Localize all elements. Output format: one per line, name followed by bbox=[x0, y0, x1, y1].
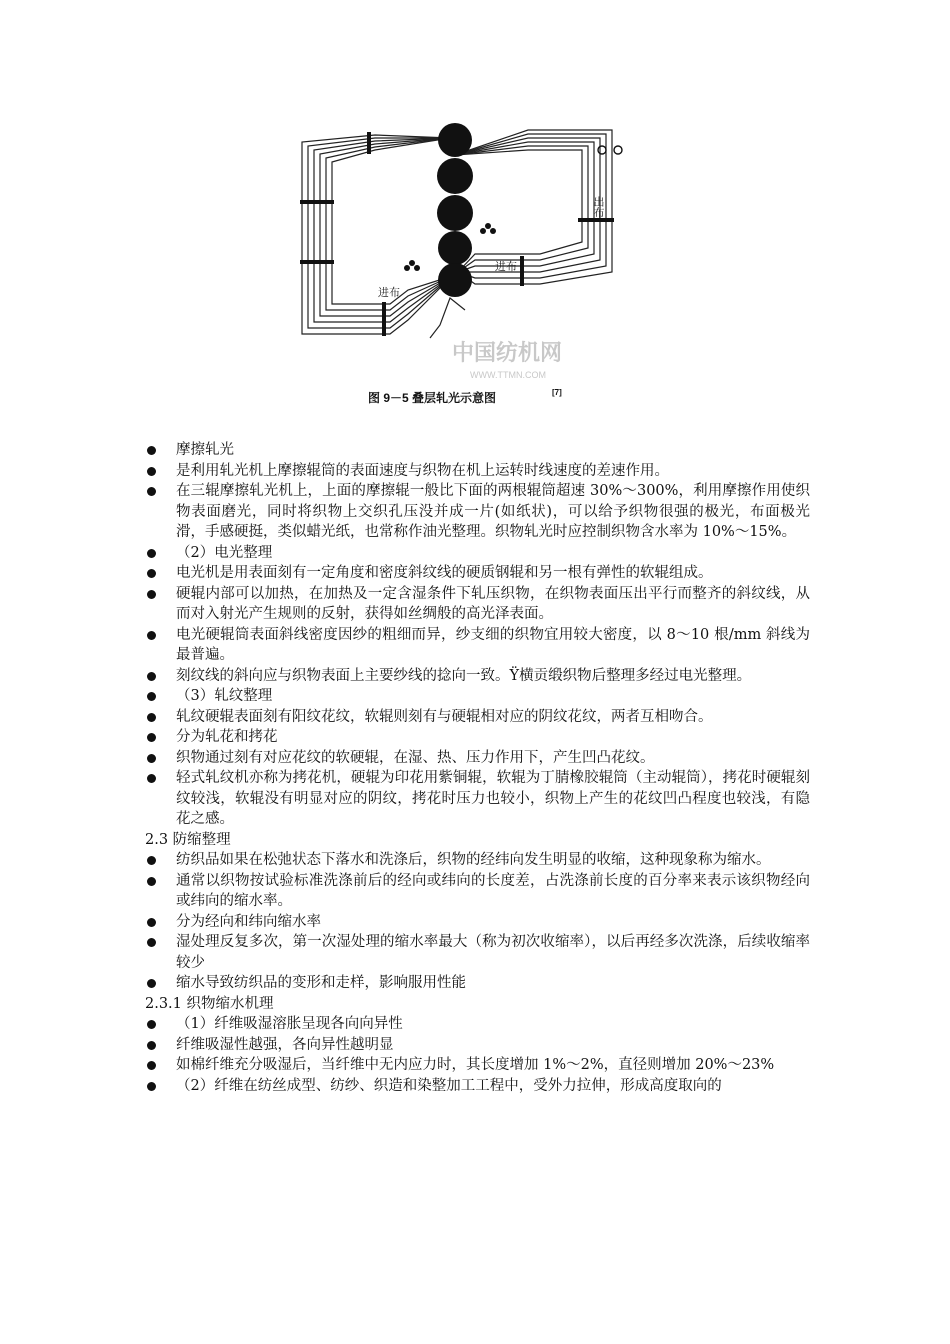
bullet-icon bbox=[147, 938, 156, 947]
list-item bbox=[145, 1055, 810, 1076]
bullet-icon bbox=[147, 590, 156, 599]
label-in-right: 进布 bbox=[495, 261, 517, 273]
roller-2 bbox=[437, 158, 473, 194]
list-item bbox=[145, 850, 810, 871]
list-item bbox=[145, 871, 810, 912]
bullet-icon bbox=[147, 877, 156, 886]
bullet-icon bbox=[147, 918, 156, 927]
list-item-text: 湿处理反复多次，第一次湿处理的缩水率最大（称为初次收缩率），以后再经多次洗涤，后续收缩率较少 bbox=[176, 934, 810, 971]
roller-4 bbox=[438, 231, 472, 265]
list-item bbox=[145, 912, 810, 933]
bullet-icon bbox=[147, 733, 156, 742]
bullet-icon bbox=[147, 774, 156, 783]
bullet-icon bbox=[147, 631, 156, 640]
bullet-icon bbox=[147, 467, 156, 476]
list-item bbox=[145, 973, 810, 994]
list-item-text: 分为经向和纬向缩水率 bbox=[176, 913, 321, 930]
list-item-text: 在三辊摩擦轧光机上，上面的摩擦辊一般比下面的两根辊筒超速 30%～300%，利用摩擦作用使织物表面磨光，同时将织物上交织孔压没并成一片(如纸状)，可以给予织物很强的极光，布面极光滑，手感硬挺，类似蜡光纸，也常称作油光整理。织物轧光时应控制织物含水率为 10%～15%。 bbox=[176, 483, 810, 540]
list-item-text: （1）纤维吸湿溶胀呈现各向向异性 bbox=[176, 1016, 403, 1032]
figure-caption-ref: [7] bbox=[552, 388, 562, 397]
bullet-icon bbox=[147, 856, 156, 865]
list-item bbox=[145, 1076, 810, 1097]
bullet-icon bbox=[147, 1041, 156, 1050]
list-item-text: （2）纤维在纺丝成型、纺纱、织造和染整加工工程中，受外力拉伸，形成高度取向的 bbox=[176, 1077, 722, 1094]
list-item-text: 通常以织物按试验标准洗涤前后的经向或纬向的长度差，占洗涤前长度的百分率来表示该织物经向或纬向的缩水率。 bbox=[176, 872, 810, 909]
bullet-icon bbox=[147, 713, 156, 722]
list-item bbox=[145, 1014, 810, 1035]
label-in-left: 进布 bbox=[378, 287, 400, 299]
list-item bbox=[145, 481, 810, 543]
bullet-icon bbox=[147, 569, 156, 578]
bullet-icon bbox=[147, 487, 156, 496]
list-item-text: 缩水导致纺织品的变形和走样，影响服用性能 bbox=[176, 975, 466, 991]
list-item-text: 电光机是用表面刻有一定角度和密度斜纹线的硬质钢辊和另一根有弹性的软辊组成。 bbox=[176, 565, 713, 581]
bullet-icon bbox=[147, 549, 156, 558]
list-item-text: 如棉纤维充分吸湿后，当纤维中无内应力时，其长度增加 1%～2%，直径则增加 20%～23% bbox=[176, 1057, 775, 1073]
subsection-heading: 2.3.1 织物缩水机理 bbox=[145, 995, 274, 1012]
stacked-calender-schematic bbox=[290, 120, 640, 420]
list-item-text: （2）电光整理 bbox=[176, 544, 273, 561]
bullet-icon bbox=[147, 1082, 156, 1091]
figure-caption: 图 9－5 叠层轧光示意图 bbox=[368, 391, 497, 405]
list-item bbox=[145, 461, 810, 482]
roller-1 bbox=[438, 123, 472, 157]
bullet-icon bbox=[147, 1020, 156, 1029]
section-heading: 2.3 防缩整理 bbox=[145, 831, 231, 848]
fabric-paths-left bbox=[302, 135, 452, 334]
list-item-text: 纺织品如果在松弛状态下落水和洗涤后，织物的经纬向发生明显的收缩，这种现象称为缩水。 bbox=[176, 852, 771, 868]
list-item-text: （3）轧纹整理 bbox=[176, 688, 273, 704]
list-item-text: 硬辊内部可以加热，在加热及一定含湿条件下轧压织物，在织物表面压出平行而整齐的斜纹线，从而对入射光产生规则的反射，获得如丝绸般的高光泽表面。 bbox=[176, 585, 810, 622]
list-item bbox=[145, 543, 810, 564]
list-item bbox=[145, 584, 810, 625]
list-item bbox=[145, 768, 810, 830]
roller-3 bbox=[437, 195, 473, 231]
label-out: 出布 bbox=[592, 196, 604, 218]
list-item bbox=[145, 625, 810, 666]
list-item-text: 电光硬辊筒表面斜线密度因纱的粗细而异，纱支细的织物宜用较大密度，以 8～10 根/mm 斜线为最普遍。 bbox=[176, 626, 810, 663]
list-item bbox=[145, 440, 810, 461]
list-item bbox=[145, 932, 810, 973]
watermark-text: 中国纺机网 bbox=[452, 340, 563, 365]
roller-5 bbox=[438, 263, 472, 297]
list-item bbox=[145, 748, 810, 769]
list-item bbox=[145, 727, 810, 748]
bullet-icon bbox=[147, 1061, 156, 1070]
bullet-icon bbox=[147, 979, 156, 988]
list-item-text: 轻式轧纹机亦称为拷花机，硬辊为印花用紫铜辊，软辊为丁腈橡胶辊筒（主动辊筒），拷花时硬辊刻纹较浅，软辊没有明显对应的阴纹，拷花时压力也较小，织物上产生的花纹凹凸程度也较浅，有隐花之感。 bbox=[176, 770, 810, 827]
list-item bbox=[145, 563, 810, 584]
watermark bbox=[452, 340, 562, 380]
list-item-text: 纤维吸湿性越强，各向异性越明显 bbox=[176, 1036, 394, 1053]
list-item bbox=[145, 666, 810, 687]
list-item bbox=[145, 1035, 810, 1056]
watermark-url: WWW.TTMN.COM bbox=[470, 370, 546, 380]
list-item-text: 分为轧花和拷花 bbox=[176, 729, 278, 745]
list-item bbox=[145, 707, 810, 728]
list-item-text: 织物通过刻有对应花纹的软硬辊，在湿、热、压力作用下，产生凹凸花纹。 bbox=[176, 749, 655, 766]
list-item-text: 摩擦轧光 bbox=[176, 442, 234, 458]
bullet-icon bbox=[147, 692, 156, 701]
calender-rollers bbox=[437, 123, 473, 297]
list-item bbox=[145, 686, 810, 707]
list-item-text: 是利用轧光机上摩擦辊筒的表面速度与织物在机上运转时线速度的差速作用。 bbox=[176, 462, 669, 479]
list-item-text: 轧纹硬辊表面刻有阳纹花纹，软辊则刻有与硬辊相对应的阴纹花纹，两者互相吻合。 bbox=[176, 708, 713, 725]
bullet-icon bbox=[147, 672, 156, 681]
list-item-text: 刻纹线的斜向应与织物表面上主要纱线的捻向一致。Ÿ横贡缎织物后整理多经过电光整理。 bbox=[176, 667, 752, 684]
document-body bbox=[145, 440, 810, 1096]
bullet-icon bbox=[147, 754, 156, 763]
bullet-icon bbox=[147, 446, 156, 455]
calender-diagram bbox=[290, 120, 640, 420]
